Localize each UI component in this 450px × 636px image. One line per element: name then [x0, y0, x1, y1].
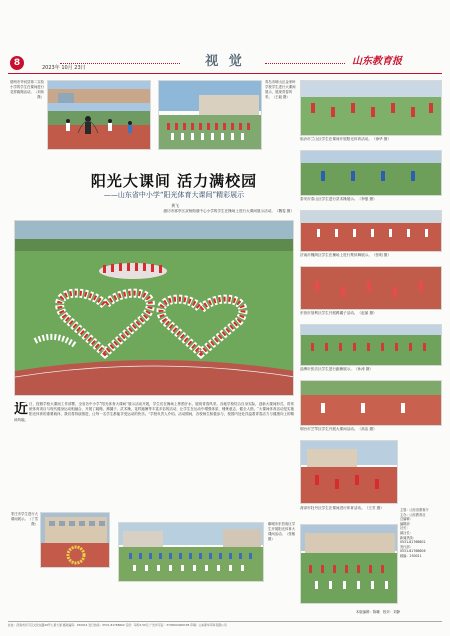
header-rule: [8, 73, 442, 74]
info-line: 主管：山东省教育厅: [400, 508, 429, 512]
info-line: 总编辑：: [400, 517, 413, 522]
header-divider-right: [265, 58, 345, 64]
info-line: 副社长：: [400, 530, 413, 535]
photo-caption-top-left: 德州市齐河县第二实验小学的学生在课间进行花样跳绳活动。（刘伟 摄）: [10, 80, 44, 99]
page-footer: 社址：济南市历下区文化东路29号七星大厦 邮政编码：250014 发行热线：0531-81768602 定价：每份1.50元 广告许可证：3700004000185 印刷：山东新华印务有限公司: [8, 621, 442, 629]
article-byline: 黄飞: [171, 203, 179, 208]
photo-right-8: [300, 524, 398, 604]
photo-caption-bottom-right: 聊城市东昌府区学生开展阳光体育大课间活动。（张敏 摄）: [268, 522, 296, 541]
header-divider-left: [60, 58, 180, 64]
article-body-text: 日，按照学校大课间工作部署，全省各中小学“阳光体育大课间”展示活动开展，学生们在操场上挥洒汗水，展现青春风采。各地学校结合自身实际，创新大课间形式，将传统体育项目与现代健身运动相融合，开展了跳绳、踢毽子、武术操、花样跑操等丰富多彩的活动，让学生在运动中增强体质、锤炼意志、健全人格。“大课间体育活动是实施阳光体育的重要载体，我们将持续推进，让每一名学生都能享受运动的快乐。”学校负责人介绍。活动期间，各校师生积极参与，校园内处处洋溢着青春活力与健康向上的精神风貌。: [14, 402, 294, 422]
main-photo-caption: 潍坊市寒亭区双杨街道中心小学的学生在操场上进行大课间展示活动。（魏雯 摄）: [163, 209, 294, 213]
article-title: 阳光大课间 活力满校园: [90, 172, 258, 190]
photo-right-1: [300, 80, 442, 136]
info-line: 邮编：250011: [400, 553, 422, 558]
photo-caption-right-3: 济南市槐荫区学生在操场上进行集体舞展示。（张明 摄）: [300, 253, 391, 257]
article-subtitle: ——山东省中小学“阳光体育大课间”精彩展示: [103, 191, 245, 199]
photo-bottom-left: [40, 512, 110, 568]
photo-caption-right-6: 烟台市芝罘区学生开展大课间活动。（高洁 摄）: [300, 427, 377, 431]
photo-caption-right-7: 菏泽市牡丹区学生在课间进行体育活动。（王芳 摄）: [300, 506, 384, 510]
drop-cap: 近: [14, 402, 28, 417]
photo-caption-right-1: 临沂市兰山区学生在课间开展阳光体育活动。（徐华 摄）: [300, 137, 391, 141]
photo-caption-top-right: 青岛市崂山区金家岭学校学生进行大课间展示，展现青春风采。（王毅 摄）: [265, 80, 296, 99]
photo-right-6: [300, 380, 442, 426]
info-line: 社长：: [400, 526, 410, 531]
issue-date: 2023年 10月 23日: [42, 65, 86, 71]
photo-jump-rope: [47, 80, 151, 150]
photo-caption-right-4: 东营市垦利区学生开展踢毽子活动。（赵丽 摄）: [300, 311, 377, 315]
photo-caption-right-2: 泰安市泰山区学生进行武术操展示。（李强 摄）: [300, 197, 377, 201]
photo-right-3: [300, 210, 442, 252]
section-title: 视 觉: [205, 54, 245, 69]
photo-right-5: [300, 324, 442, 366]
photo-right-7: [300, 440, 398, 504]
photo-right-2: [300, 150, 442, 196]
photo-caption-bottom-left: 枣庄市学生进行大课间展示。（丁雪 摄）: [10, 512, 38, 526]
info-line: 0531-81768602: [400, 540, 426, 545]
info-line: 主办：山东教育社: [400, 512, 426, 517]
publication-info-box: [400, 508, 442, 616]
photo-line-exercise: [158, 80, 262, 150]
info-line: 0531-81768606: [400, 549, 426, 554]
photo-right-4: [300, 266, 442, 310]
page-editors: 本版编辑：陈曦 校对：刘静: [355, 610, 400, 614]
page-number-badge: 8: [10, 56, 24, 70]
photo-heart-formation: [14, 220, 294, 396]
article-body: [14, 402, 294, 510]
info-line: 编辑部: [400, 521, 410, 526]
masthead-logo: 山东教育报: [352, 56, 402, 67]
info-line: 新闻热线：: [400, 535, 416, 540]
photo-bottom-middle: [118, 522, 264, 582]
info-line: 发行部：: [400, 544, 413, 549]
photo-caption-right-5: 淄博市张店区学生进行跑操展示。（孙涛 摄）: [300, 367, 374, 371]
